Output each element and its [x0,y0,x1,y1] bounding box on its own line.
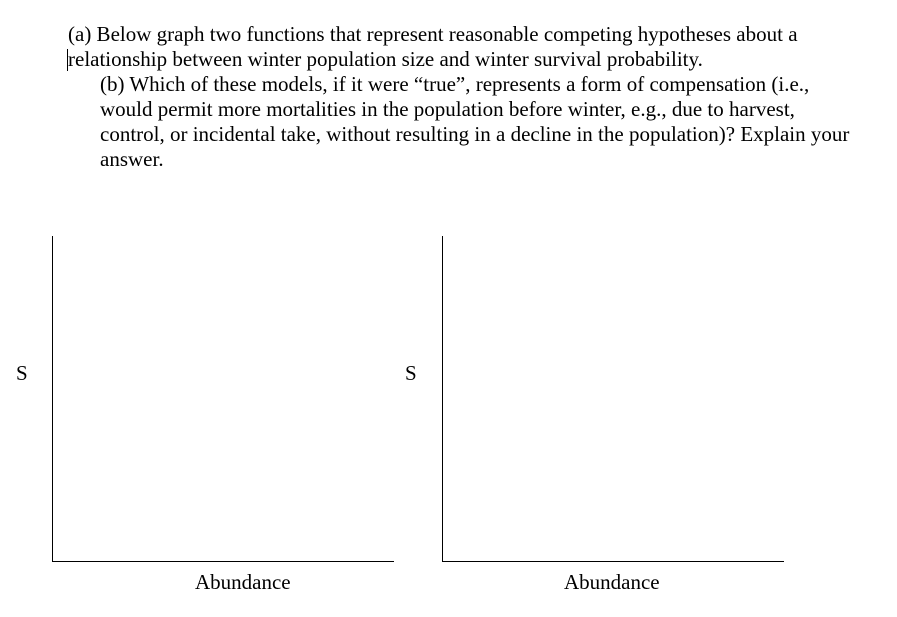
graph-left-x-axis [52,561,394,562]
graph-left-x-label: Abundance [195,570,291,594]
graph-left-y-axis [52,236,53,561]
question-part-b: (b) Which of these models, if it were “true”, represents a form of compensation (i.e., would permit more mortalities in the population before winter, e.g., due to harvest, control, or incidental take, without resulting in a decline in the population)? Explain your answer. [100,72,850,171]
graph-left-y-label: S [16,361,28,385]
graph-right-x-axis [442,561,784,562]
text-cursor [67,49,68,71]
question-part-a: (a) Below graph two functions that represent reasonable competing hypotheses about a relationship between winter population size and winter survival probability. [68,22,798,71]
graph-right-y-axis [442,236,443,561]
graph-right-y-label: S [405,361,417,385]
graph-right-x-label: Abundance [564,570,660,594]
